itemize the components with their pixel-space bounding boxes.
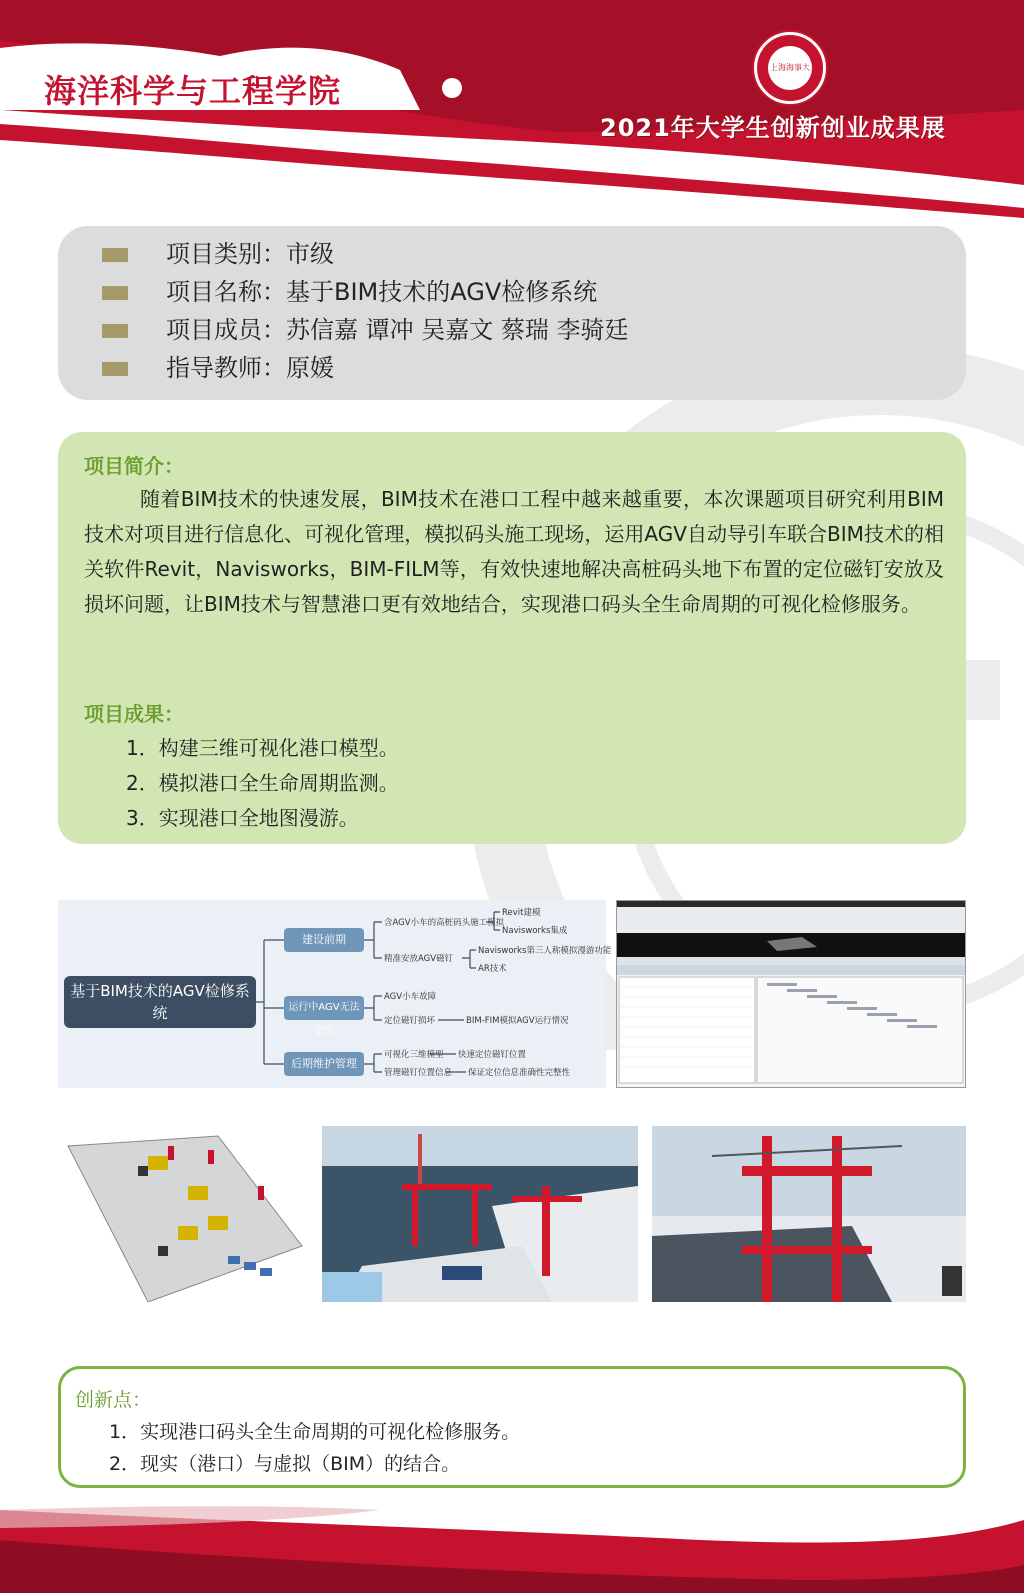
mindmap-diagram	[58, 900, 612, 1088]
port-model-isometric-image	[58, 1126, 306, 1302]
info-row	[102, 236, 334, 272]
project-info-box	[58, 226, 966, 400]
info-row	[102, 274, 597, 310]
bullet-icon	[102, 362, 128, 376]
info-advisor: 指导教师：原媛	[166, 354, 334, 382]
mindmap-node: 含AGV小车的高桩码头施工模拟	[384, 918, 505, 928]
innovation-item: 2．现实（港口）与虚拟（BIM）的结合。	[109, 1453, 461, 1475]
results-title: 项目成果：	[84, 702, 184, 726]
mindmap-branch: 后期维护管理	[284, 1052, 364, 1076]
mindmap-root: 基于BIM技术的AGV检修系统	[64, 976, 256, 1028]
mindmap-node: 定位磁钉损坏	[384, 1016, 436, 1026]
expo-title: 2021年大学生创新创业成果展	[600, 114, 946, 142]
result-item: 1．构建三维可视化港口模型。	[126, 736, 399, 760]
innovation-title: 创新点：	[75, 1389, 152, 1411]
info-name: 项目名称：基于BIM技术的AGV检修系统	[166, 278, 598, 306]
software-window-graphic	[617, 901, 965, 1087]
mindmap-node: BIM-FIM模拟AGV运行情况	[466, 1016, 569, 1026]
project-summary-box	[58, 432, 966, 844]
mindmap-node: Navisworks第三人称模拟漫游功能	[478, 946, 612, 956]
mindmap-node: Revit建模	[502, 908, 541, 918]
bullet-icon	[102, 248, 128, 262]
innovation-item: 1．实现港口码头全生命周期的可视化检修服务。	[109, 1421, 521, 1443]
footer-banner	[0, 1480, 1024, 1593]
mindmap-node: 管理磁钉位置信息	[384, 1068, 453, 1078]
mindmap-branch: 建设前期	[284, 928, 364, 952]
mindmap-node: 精准安放AGV磁钉	[384, 954, 454, 964]
mindmap-node: AR技术	[478, 964, 507, 974]
logo-text: 上海海事大学	[768, 46, 812, 90]
mindmap-node: Navisworks集成	[502, 926, 568, 936]
result-item: 3．实现港口全地图漫游。	[126, 806, 359, 830]
ship-crane-render-image	[652, 1126, 966, 1302]
result-item: 2．模拟港口全生命周期监测。	[126, 771, 399, 795]
mindmap-node: 保证定位信息准确性完整性	[468, 1068, 571, 1078]
info-row	[102, 312, 629, 348]
mindmap-node: 可视化三维模型	[384, 1050, 444, 1060]
info-members: 项目成员：苏信嘉 谭冲 吴嘉文 蔡瑞 李骑廷	[166, 316, 629, 344]
bullet-icon	[102, 324, 128, 338]
intro-text: 随着BIM技术的快速发展，BIM技术在港口工程中越来越重要，本次课题项目研究利用BIM 技术对项目进行信息化、可视化管理，模拟码头施工现场，运用AGV自动导引车联合BIM技术的相关软件Revit，Navisworks，BIM-FILM等，有效快速地解决高桩码头地下布置的定位磁钉安放及损坏问题，让BIM技术与智慧港口更有效地结合，实现港口码头全生命周期的可视化检修服务。	[84, 487, 944, 616]
innovation-box	[58, 1366, 966, 1488]
mindmap-node: 快速定位磁钉位置	[458, 1050, 527, 1060]
mindmap-branch: 运行中AGV无法定位	[284, 996, 364, 1020]
intro-title: 项目简介：	[84, 454, 184, 478]
info-row	[102, 350, 334, 386]
port-scene-render-image	[322, 1126, 638, 1302]
college-name: 海洋科学与工程学院	[44, 72, 342, 110]
navisworks-screenshot-image	[616, 900, 966, 1088]
university-logo-icon	[754, 32, 826, 116]
bullet-icon	[102, 286, 128, 300]
info-category: 项目类别：市级	[166, 240, 334, 268]
mindmap-node: AGV小车故障	[384, 992, 437, 1002]
